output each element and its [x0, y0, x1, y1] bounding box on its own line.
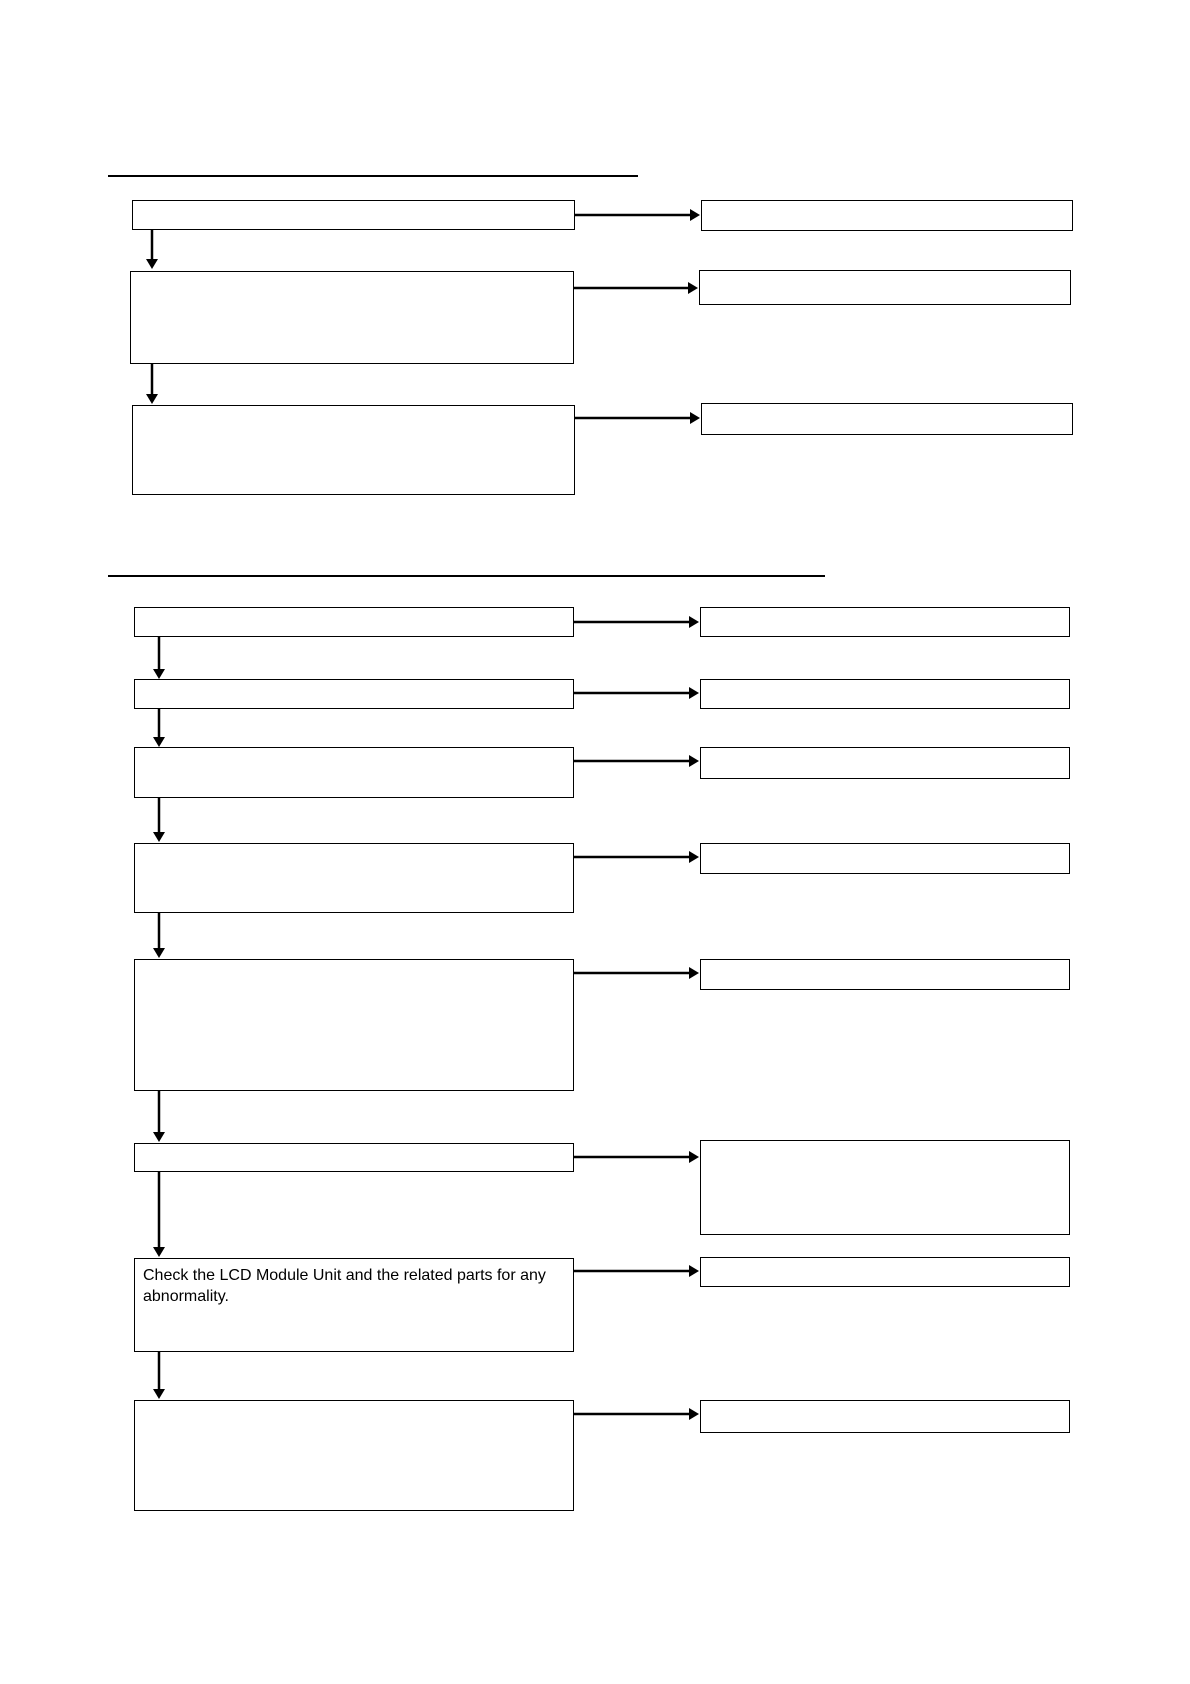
arrow-s2-3 [574, 755, 699, 767]
arrow-s1-1 [575, 209, 700, 221]
s2-result-6-box [700, 1140, 1070, 1235]
arrow-s2-down-4 [153, 913, 165, 958]
s2-result-3-box [700, 747, 1070, 779]
arrow-s1-3 [575, 412, 700, 424]
s2-step-5-box [134, 959, 574, 1091]
arrow-s2-down-3 [153, 798, 165, 842]
s2-result-4-box [700, 843, 1070, 874]
s2-step-2-box [134, 679, 574, 709]
s2-result-5-box [700, 959, 1070, 990]
s1-result-3-box [701, 403, 1073, 435]
s1-result-2-box [699, 270, 1071, 305]
s2-step-1-box [134, 607, 574, 637]
s2-result-1-box [700, 607, 1070, 637]
s2-step-7-box: Check the LCD Module Unit and the related parts for any abnormality. [134, 1258, 574, 1352]
arrow-s2-down-6 [153, 1171, 165, 1257]
s2-step-4-box [134, 843, 574, 913]
arrow-s2-down-2 [153, 709, 165, 747]
s2-result-2-box [700, 679, 1070, 709]
arrow-s2-5 [574, 967, 699, 979]
section-2-heading-rule [108, 575, 825, 577]
s1-step-3-box [132, 405, 575, 495]
s2-step-6-box [134, 1143, 574, 1172]
s1-step-1-box [132, 200, 575, 230]
s1-step-2-box [130, 271, 574, 364]
arrow-s2-4 [574, 851, 699, 863]
arrow-s2-1 [574, 616, 699, 628]
s2-step-3-box [134, 747, 574, 798]
arrow-s1-2 [574, 282, 698, 294]
arrow-s1-down-1 [146, 230, 158, 269]
arrow-s2-down-1 [153, 637, 165, 679]
s2-step-8-box [134, 1400, 574, 1511]
arrow-s2-8 [574, 1408, 699, 1420]
arrow-s2-down-5 [153, 1091, 165, 1142]
s2-result-8-box [700, 1400, 1070, 1433]
arrow-s2-7 [574, 1265, 699, 1277]
arrow-s1-down-2 [146, 364, 158, 404]
arrow-s2-6 [574, 1151, 699, 1163]
section-1-heading-rule [108, 175, 638, 177]
s1-result-1-box [701, 200, 1073, 231]
s2-result-7-box [700, 1257, 1070, 1287]
arrow-s2-down-7 [153, 1352, 165, 1399]
arrow-s2-2 [574, 687, 699, 699]
